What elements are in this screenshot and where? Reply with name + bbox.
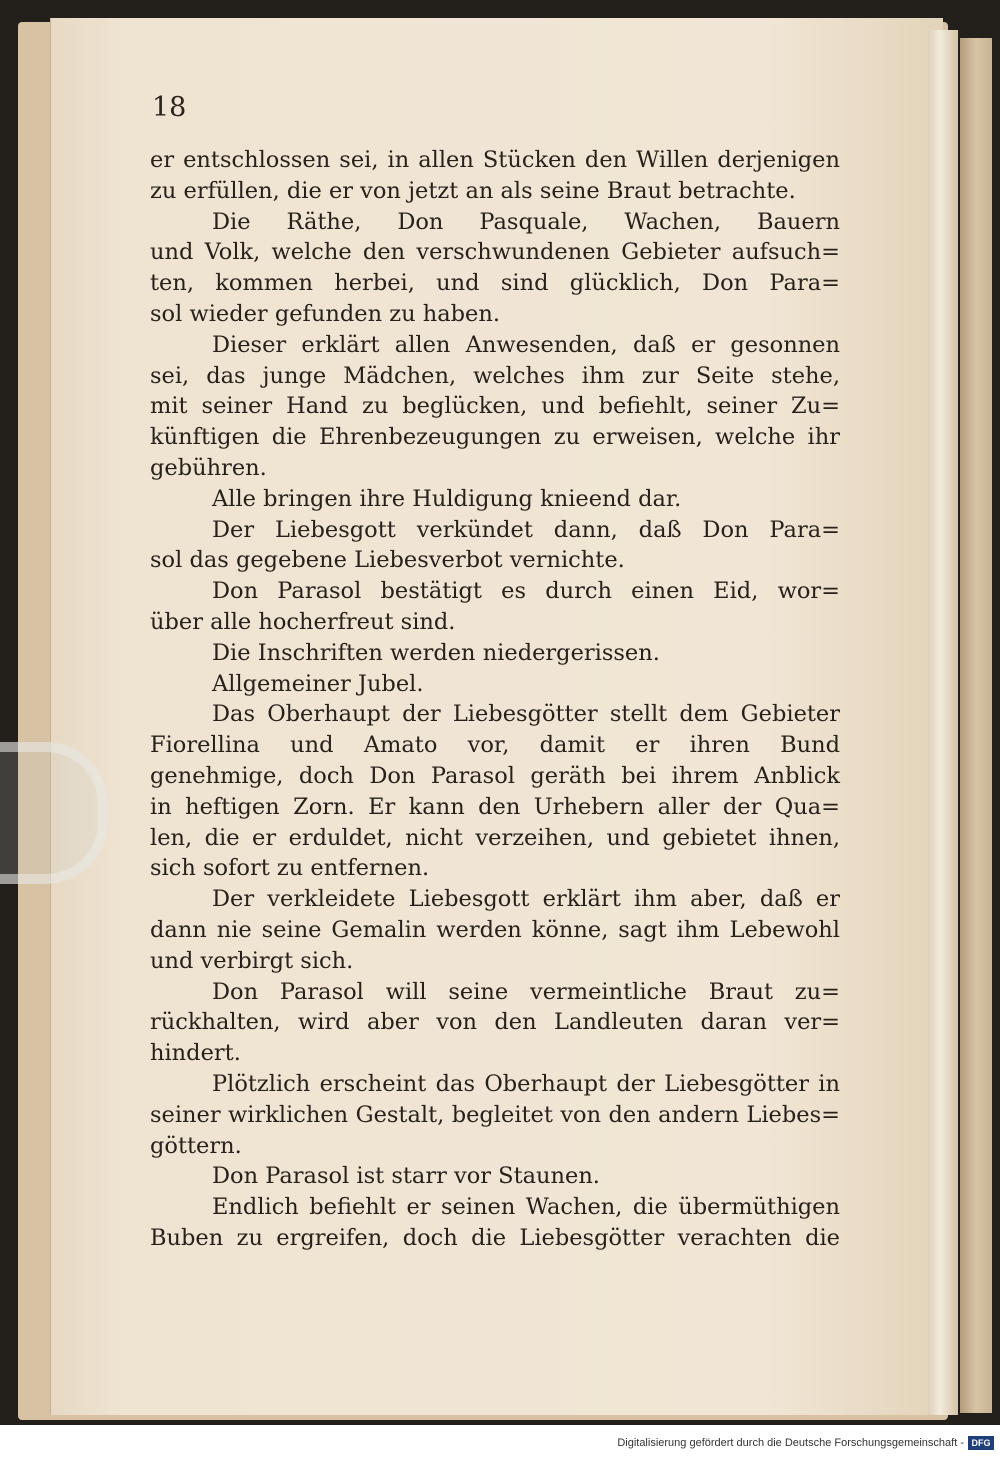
body-text (150, 145, 840, 1254)
text-line: Allgemeiner Jubel. (212, 670, 424, 697)
text-line: len, die er erduldet, nicht verzeihen, und gebietet ihnen, (150, 824, 840, 851)
text-line: sich sofort zu entfernen. (150, 855, 430, 882)
dfg-logo: DFG (968, 1436, 994, 1450)
text-line: gebühren. (150, 454, 267, 481)
text-line: genehmige, doch Don Parasol geräth bei ihrem Anblick (150, 762, 840, 789)
page-number: 18 (152, 92, 187, 123)
text-line: Plötzlich erscheint das Oberhaupt der Liebesgötter in (212, 1070, 840, 1097)
text-line: Don Parasol bestätigt es durch einen Eid, wor= (212, 578, 840, 605)
text-line: Die Räthe, Don Pasquale, Wachen, Bauern (212, 208, 840, 235)
text-line: und verbirgt sich. (150, 947, 354, 974)
text-line: künftigen die Ehrenbezeugungen zu erweisen, welche ihr (150, 424, 840, 451)
page-clip (0, 742, 108, 884)
text-line: über alle hocherfreut sind. (150, 608, 456, 635)
text-line: und Volk, welche den verschwundenen Gebieter aufsuch= (150, 239, 840, 266)
text-line: sol das gegebene Liebesverbot vernichte. (150, 547, 625, 574)
text-line: Don Parasol will seine vermeintliche Braut zu= (212, 978, 840, 1005)
text-line: Die Inschriften werden niedergerissen. (212, 639, 660, 666)
text-line: Don Parasol ist starr vor Staunen. (212, 1163, 600, 1190)
text-line: Buben zu ergreifen, doch die Liebesgötter verachten die (150, 1224, 840, 1251)
text-line: zu erfüllen, die er von jetzt an als seine Braut betrachte. (150, 177, 796, 204)
text-line: Der verkleidete Liebesgott erklärt ihm aber, daß er (212, 886, 840, 913)
text-line: Dieser erklärt allen Anwesenden, daß er gesonnen (212, 331, 840, 358)
text-line: ten, kommen herbei, und sind glücklich, Don Para= (150, 270, 840, 297)
text-line: sei, das junge Mädchen, welches ihm zur Seite stehe, (150, 362, 840, 389)
page-gutter (928, 30, 958, 1415)
facing-page-edge (960, 38, 992, 1413)
text-line: er entschlossen sei, in allen Stücken den Willen derjenigen (150, 147, 840, 173)
text-line: mit seiner Hand zu beglücken, und befiehlt, seiner Zu= (150, 393, 840, 420)
text-line: Der Liebesgott verkündet dann, daß Don Para= (212, 516, 840, 543)
text-line: seiner wirklichen Gestalt, begleitet von den andern Liebes= (150, 1101, 840, 1128)
text-line: dann nie seine Gemalin werden könne, sagt ihm Lebewohl (150, 916, 840, 943)
text-line: Alle bringen ihre Huldigung knieend dar. (212, 485, 682, 512)
digitization-credit: Digitalisierung gefördert durch die Deutsche Forschungsgemeinschaft - (617, 1437, 964, 1449)
text-line: sol wieder gefunden zu haben. (150, 300, 500, 327)
text-line: Das Oberhaupt der Liebesgötter stellt dem Gebieter (212, 701, 840, 728)
text-line: hindert. (150, 1040, 241, 1067)
footer-bar (0, 1425, 1000, 1467)
text-line: Fiorellina und Amato vor, damit er ihren Bund (150, 732, 840, 759)
text-line: in heftigen Zorn. Er kann den Urhebern aller der Qua= (150, 793, 840, 820)
text-line: Endlich befiehlt er seinen Wachen, die übermüthigen (212, 1194, 840, 1221)
text-line: göttern. (150, 1132, 242, 1159)
text-line: rückhalten, wird aber von den Landleuten daran ver= (150, 1009, 840, 1036)
